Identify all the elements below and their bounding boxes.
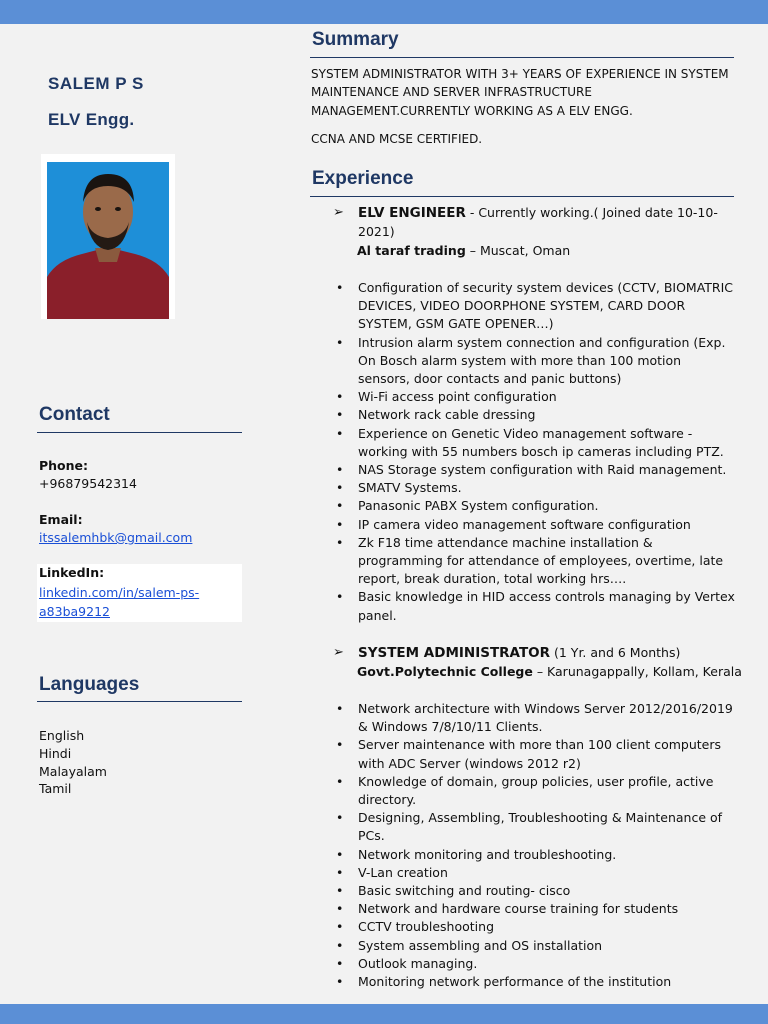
contact-heading: Contact bbox=[39, 404, 110, 425]
language-item: Hindi bbox=[39, 746, 72, 761]
list-item: • Experience on Genetic Video management software - working with 55 numbers bosch ip cameras including PTZ. bbox=[336, 425, 736, 461]
list-item: • System assembling and OS installation bbox=[336, 937, 736, 955]
list-item: • V-Lan creation bbox=[336, 864, 736, 882]
job-note-continued: 2021) bbox=[358, 224, 395, 239]
email-link[interactable]: itssalemhbk@gmail.com bbox=[39, 530, 193, 545]
language-item: English bbox=[39, 728, 85, 743]
job-duties-list bbox=[336, 279, 736, 625]
list-item: • CCTV troubleshooting bbox=[336, 918, 736, 936]
certifications-text: CCNA AND MCSE CERTIFIED. bbox=[311, 132, 483, 146]
summary-heading: Summary bbox=[312, 29, 399, 50]
list-item: • Basic knowledge in HID access controls managing by Vertex panel. bbox=[336, 588, 736, 624]
job-title bbox=[358, 645, 680, 661]
list-item: • Configuration of security system devices (CCTV, BIOMATRIC DEVICES, VIDEO DOORPHONE SYSTEM, CARD DOOR SYSTEM, GSM GATE OPENER…) bbox=[336, 279, 736, 334]
job-note: - Currently working.( Joined date 10-10- bbox=[465, 205, 718, 220]
list-item: • Panasonic PABX System configuration. bbox=[336, 497, 736, 515]
top-accent-bar bbox=[0, 0, 768, 24]
contact-divider bbox=[37, 432, 242, 433]
arrow-bullet-icon: ➢ bbox=[333, 205, 344, 220]
summary-text: SYSTEM ADMINISTRATOR WITH 3+ YEARS OF EXPERIENCE IN SYSTEM MAINTENANCE AND SERVER INFRASTRUCTURE MANAGEMENT.CURRENTLY WORKING AS A ELV ENGG. bbox=[311, 67, 729, 118]
sidebar bbox=[0, 24, 290, 1004]
bottom-accent-bar bbox=[0, 1004, 768, 1024]
job-duties-list bbox=[336, 700, 736, 991]
list-item: • Network architecture with Windows Server 2012/2016/2019 & Windows 7/8/10/11 Clients. bbox=[336, 700, 736, 736]
list-item: • Network and hardware course training for students bbox=[336, 900, 736, 918]
list-item: • Outlook managing. bbox=[336, 955, 736, 973]
person-portrait-icon bbox=[47, 162, 169, 319]
language-item: Malayalam bbox=[39, 764, 107, 779]
list-item: • Network rack cable dressing bbox=[336, 406, 736, 424]
job-title bbox=[358, 205, 718, 221]
profile-photo bbox=[47, 162, 169, 319]
company-location: – Muscat, Oman bbox=[465, 243, 571, 258]
language-item: Tamil bbox=[39, 781, 72, 796]
linkedin-label: LinkedIn: bbox=[39, 565, 105, 580]
company-name: Govt.Polytechnic College bbox=[357, 664, 533, 679]
candidate-role: ELV Engg. bbox=[48, 110, 135, 129]
list-item: • Network monitoring and troubleshooting. bbox=[336, 846, 736, 864]
experience-divider bbox=[310, 196, 734, 197]
linkedin-link-line2[interactable]: a83ba9212 bbox=[39, 604, 110, 619]
job-company bbox=[357, 243, 570, 258]
job-title-text: SYSTEM ADMINISTRATOR bbox=[358, 645, 551, 661]
experience-heading: Experience bbox=[312, 168, 414, 189]
job-company bbox=[357, 664, 742, 679]
email-label: Email: bbox=[39, 512, 83, 527]
list-item: • Intrusion alarm system connection and configuration (Exp. On Bosch alarm system with more than 100 motion sensors, door contacts and panic buttons) bbox=[336, 334, 736, 389]
list-item: • Designing, Assembling, Troubleshooting & Maintenance of PCs. bbox=[336, 809, 736, 845]
list-item: • Wi-Fi access point configuration bbox=[336, 388, 736, 406]
list-item: • SMATV Systems. bbox=[336, 479, 736, 497]
list-item: • Zk F18 time attendance machine installation & programming for attendance of employees, overtime, late report, break duration, total working hrs…. bbox=[336, 534, 736, 589]
phone-value: +96879542314 bbox=[39, 476, 137, 491]
candidate-name: SALEM P S bbox=[48, 74, 144, 93]
arrow-bullet-icon: ➢ bbox=[333, 645, 344, 660]
profile-photo-frame bbox=[41, 154, 175, 319]
phone-label: Phone: bbox=[39, 458, 89, 473]
list-item: • Monitoring network performance of the institution bbox=[336, 973, 736, 991]
languages-heading: Languages bbox=[39, 674, 140, 695]
list-item: • Server maintenance with more than 100 client computers with ADC Server (windows 2012 r2) bbox=[336, 736, 736, 772]
list-item: • Basic switching and routing- cisco bbox=[336, 882, 736, 900]
list-item: • IP camera video management software configuration bbox=[336, 516, 736, 534]
list-item: • Knowledge of domain, group policies, user profile, active directory. bbox=[336, 773, 736, 809]
job-title-text: ELV ENGINEER bbox=[358, 205, 466, 221]
linkedin-link-line1[interactable]: linkedin.com/in/salem-ps- bbox=[39, 585, 200, 600]
summary-divider bbox=[310, 57, 734, 58]
company-location: – Karunagappally, Kollam, Kerala bbox=[532, 664, 742, 679]
job-note: (1 Yr. and 6 Months) bbox=[550, 645, 681, 660]
languages-divider bbox=[37, 701, 242, 702]
company-name: Al taraf trading bbox=[357, 243, 466, 258]
list-item: • NAS Storage system configuration with Raid management. bbox=[336, 461, 736, 479]
